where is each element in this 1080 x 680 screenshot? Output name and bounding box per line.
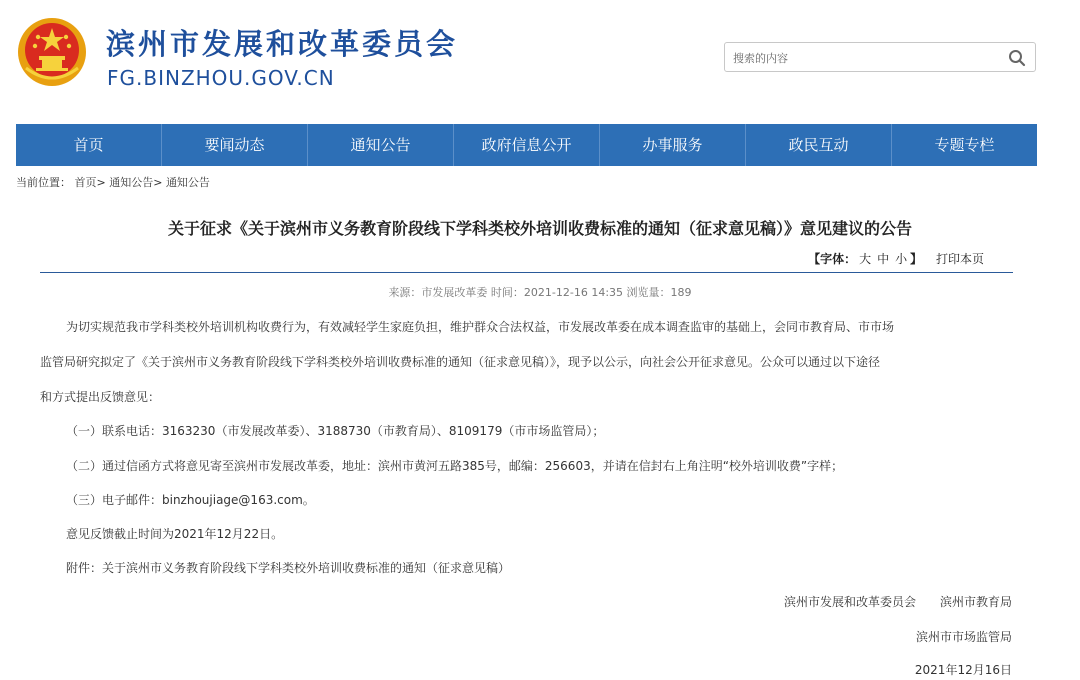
national-emblem-icon[interactable] xyxy=(16,16,88,88)
breadcrumb-separator: > xyxy=(96,176,106,189)
font-size-medium-link[interactable]: 中 xyxy=(877,252,890,266)
breadcrumb-separator: > xyxy=(153,176,163,189)
paragraph-line: 为切实规范我市学科类校外培训机构收费行为，有效减轻学生家庭负担，维护群众合法权益，市发展改革委在成本调查监审的基础上，会同市教育局、市市场 xyxy=(66,320,895,334)
site-domain: FG.BINZHOU.GOV.CN xyxy=(107,66,335,90)
search-input[interactable] xyxy=(731,47,995,69)
breadcrumb-current-link[interactable]: 通知公告 xyxy=(165,176,210,189)
nav-item-interaction[interactable]: 政民互动 xyxy=(746,124,892,166)
search-icon[interactable] xyxy=(1007,48,1027,68)
breadcrumb-prefix: 当前位置： xyxy=(16,176,71,189)
article-tools xyxy=(808,250,984,267)
site-title: 滨州市发展和改革委员会 xyxy=(106,27,459,61)
print-page-link[interactable]: 打印本页 xyxy=(935,252,984,266)
contact-phone-item: （一）联系电话：3163230（市发展改革委）、3188730（市教育局）、8109179（市市场监管局）； xyxy=(66,424,605,438)
font-size-small-link[interactable]: 小 xyxy=(895,252,908,266)
nav-item-home[interactable]: 首页 xyxy=(16,124,162,166)
font-size-label-close: 】 xyxy=(910,252,923,266)
breadcrumb-section-link[interactable]: 通知公告 xyxy=(109,176,154,189)
contact-email-item: （三）电子邮件：binzhoujiage@163.com。 xyxy=(66,493,315,507)
font-size-label-open: 【字体： xyxy=(808,252,857,266)
issue-date: 2021年12月16日 xyxy=(914,663,1012,677)
article-meta: 来源：市发展改革委 时间：2021-12-16 14:35 浏览量：189 xyxy=(388,286,692,299)
breadcrumb xyxy=(16,174,210,190)
font-size-large-link[interactable]: 大 xyxy=(859,252,872,266)
paragraph-line: 监管局研究拟定了《关于滨州市义务教育阶段线下学科类校外培训收费标准的通知（征求意见稿）》，现予以公示，向社会公开征求意见。公众可以通过以下途径 xyxy=(40,355,881,369)
nav-item-services[interactable]: 办事服务 xyxy=(600,124,746,166)
site-header xyxy=(0,0,1080,110)
nav-item-news[interactable]: 要闻动态 xyxy=(162,124,308,166)
title-divider xyxy=(40,272,1013,273)
signers-line: 滨州市市场监管局 xyxy=(915,630,1012,644)
paragraph-line: 和方式提出反馈意见： xyxy=(40,390,161,404)
nav-item-notices[interactable]: 通知公告 xyxy=(308,124,454,166)
search-box xyxy=(724,42,1036,72)
deadline-text: 意见反馈截止时间为2021年12月22日。 xyxy=(66,527,284,541)
contact-mail-item: （二）通过信函方式将意见寄至滨州市发展改革委，地址：滨州市黄河五路385号，邮编：256603，并请在信封右上角注明“校外培训收费”字样； xyxy=(66,459,844,473)
nav-item-gov-info[interactable]: 政府信息公开 xyxy=(454,124,600,166)
main-nav xyxy=(16,124,1037,166)
nav-item-topics[interactable]: 专题专栏 xyxy=(934,136,995,154)
article-title: 关于征求《关于滨州市义务教育阶段线下学科类校外培训收费标准的通知（征求意见稿）》意见建议的公告 xyxy=(167,219,912,238)
signers-line: 滨州市发展和改革委员会 滨州市教育局 xyxy=(783,595,1012,609)
breadcrumb-home-link[interactable]: 首页 xyxy=(74,176,97,189)
attachment-link[interactable]: 附件：关于滨州市义务教育阶段线下学科类校外培训收费标准的通知（征求意见稿） xyxy=(66,561,511,575)
